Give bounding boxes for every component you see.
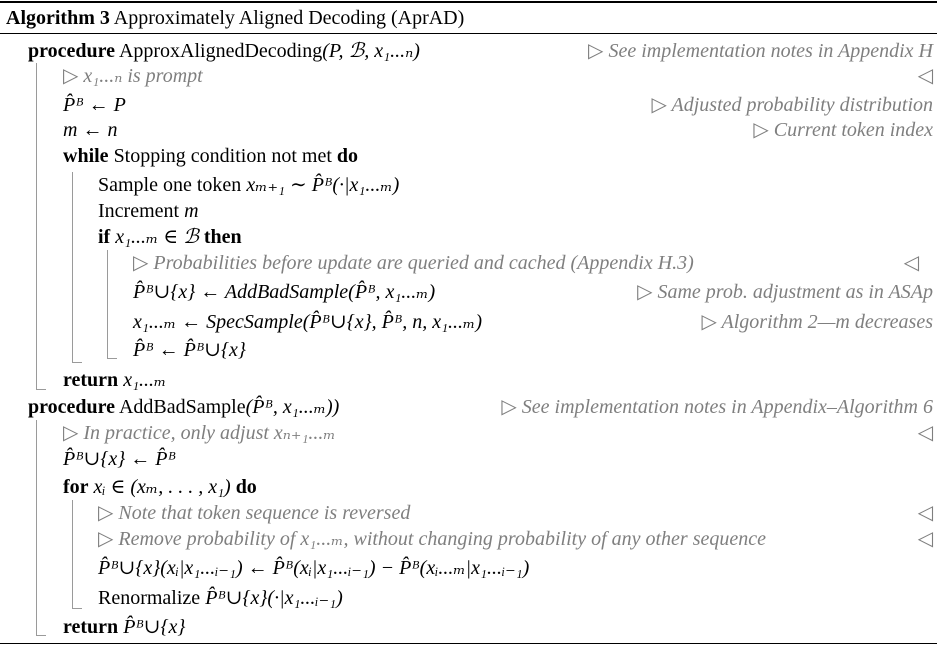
comment-triangle-icon: ▷: [501, 396, 517, 418]
comment-triangle-icon: ▷: [701, 311, 717, 333]
statement-text: Sample one token: [98, 174, 242, 196]
algorithm-line-15: [0, 420, 937, 446]
assignment-statement: P̂ᴮ∪{x} ← AddBadSample(P̂ᴮ, x₁...ₘ): [133, 281, 436, 303]
assignment-statement: P̂ᴮ ← P̂ᴮ∪{x}: [133, 339, 246, 361]
keyword-return: return: [63, 369, 119, 391]
assignment-statement: x₁...ₘ ← SpecSample(P̂ᴮ∪{x}, P̂ᴮ, n, x₁...ₘ): [133, 311, 482, 333]
comment-triangle-icon: ▷: [753, 119, 769, 141]
algorithm-line-17: [0, 474, 937, 500]
if-condition: x₁...ₘ ∈ ℬ: [115, 226, 199, 248]
comment-end-triangle-icon: ◁: [917, 422, 933, 444]
algorithm-line-9: [0, 250, 937, 276]
comment-triangle-icon: ▷: [651, 94, 667, 116]
statement-math: m: [184, 200, 199, 222]
comment-triangle-icon: ▷: [63, 422, 79, 444]
algorithm-line-1: [0, 38, 937, 64]
keyword-do: do: [336, 145, 359, 167]
assignment-statement: P̂ᴮ∪{x} ← P̂ᴮ: [63, 448, 176, 470]
comment-triangle-icon: ▷: [637, 281, 653, 303]
procedure-name: AddBadSample: [118, 396, 246, 418]
algorithm-line-16: [0, 446, 937, 472]
line-comment: Adjusted probability distribution: [671, 94, 933, 116]
keyword-return: return: [63, 616, 119, 638]
statement-text: Renormalize: [98, 587, 201, 609]
algorithm-line-4: [0, 117, 937, 143]
algorithm-line-19: [0, 526, 937, 552]
keyword-if: if: [98, 226, 111, 248]
line-comment: Remove probability of x₁...ₘ, without changing probability of any other sequence: [118, 528, 767, 550]
algorithm-line-5: [0, 143, 937, 169]
algorithm-line-18: [0, 500, 937, 526]
line-comment: Algorithm 2—m decreases: [721, 311, 933, 333]
comment-triangle-icon: ▷: [588, 40, 604, 62]
keyword-do: do: [235, 476, 257, 498]
algorithm-title: Approximately Aligned Decoding (AprAD): [113, 7, 465, 29]
comment-triangle-icon: ▷: [63, 65, 79, 87]
line-comment: See implementation notes in Appendix–Algorithm 6: [521, 396, 933, 418]
line-comment: Probabilities before update are queried and cached (Appendix H.3): [153, 252, 694, 274]
comment-triangle-icon: ▷: [98, 502, 114, 524]
line-comment: See implementation notes in Appendix H: [608, 40, 933, 62]
comment-end-triangle-icon: ◁: [917, 528, 933, 550]
keyword-procedure: procedure: [28, 396, 116, 418]
algorithm-caption: [0, 5, 937, 31]
algorithm-line-11: [0, 309, 937, 335]
algorithm-line-2: [0, 63, 937, 89]
algorithm-line-20: [0, 555, 937, 581]
assignment-statement: P̂ᴮ∪{x}(xᵢ|x₁...ᵢ₋₁) ← P̂ᴮ(xᵢ|x₁...ᵢ₋₁) − P̂ᴮ(xᵢ...ₘ|x₁...ᵢ₋₁): [98, 557, 530, 579]
algorithm-line-13: [0, 367, 937, 393]
top-rule: [0, 1, 937, 3]
algorithm-line-12: [0, 337, 937, 363]
comment-triangle-icon: ▷: [133, 252, 149, 274]
loop-condition: Stopping condition not met: [113, 145, 332, 167]
assignment-statement: P̂ᴮ ← P: [63, 94, 126, 116]
line-comment: Note that token sequence is reversed: [118, 502, 411, 524]
algorithm-line-22: [0, 614, 937, 640]
line-comment: In practice, only adjust xₙ₊₁...ₘ: [83, 422, 336, 444]
statement-math: xₘ₊₁ ∼ P̂ᴮ(·|x₁...ₘ): [246, 174, 400, 196]
line-comment: Same prob. adjustment as in ASAp: [657, 281, 933, 303]
line-comment: x₁...ₙ is prompt: [83, 65, 203, 87]
line-comment: Current token index: [773, 119, 933, 141]
algorithm-line-14: [0, 394, 937, 420]
keyword-for: for: [63, 476, 89, 498]
keyword-then: then: [203, 226, 242, 248]
procedure-args: (P̂ᴮ, x₁...ₘ)): [245, 396, 340, 418]
comment-triangle-icon: ▷: [98, 528, 114, 550]
keyword-while: while: [63, 145, 109, 167]
loop-range: xᵢ ∈ (xₘ, . . . , x₁): [93, 476, 231, 498]
return-value: P̂ᴮ∪{x}: [123, 616, 186, 638]
algorithm-line-21: [0, 585, 937, 611]
algorithm-line-6: [0, 172, 937, 198]
assignment-statement: m ← n: [63, 119, 118, 141]
comment-end-triangle-icon: ◁: [917, 502, 933, 524]
algorithm-line-7: [0, 198, 937, 224]
statement-math: P̂ᴮ∪{x}(·|x₁...ᵢ₋₁): [205, 587, 343, 609]
bottom-rule: [0, 643, 937, 644]
procedure-args: (P, ℬ, x₁...ₙ): [322, 40, 420, 62]
caption-rule: [0, 33, 937, 34]
algorithm-line-8: [0, 224, 937, 250]
algorithm-line-10: [0, 279, 937, 305]
comment-end-triangle-icon: ◁: [917, 65, 933, 87]
procedure-name: ApproxAlignedDecoding: [118, 40, 323, 62]
return-value: x₁...ₘ: [123, 369, 167, 391]
comment-end-triangle-icon: ◁: [903, 252, 919, 274]
algorithm-line-3: [0, 92, 937, 118]
statement-text: Increment: [98, 200, 180, 222]
algorithm-label: Algorithm 3: [6, 7, 110, 29]
keyword-procedure: procedure: [28, 40, 116, 62]
